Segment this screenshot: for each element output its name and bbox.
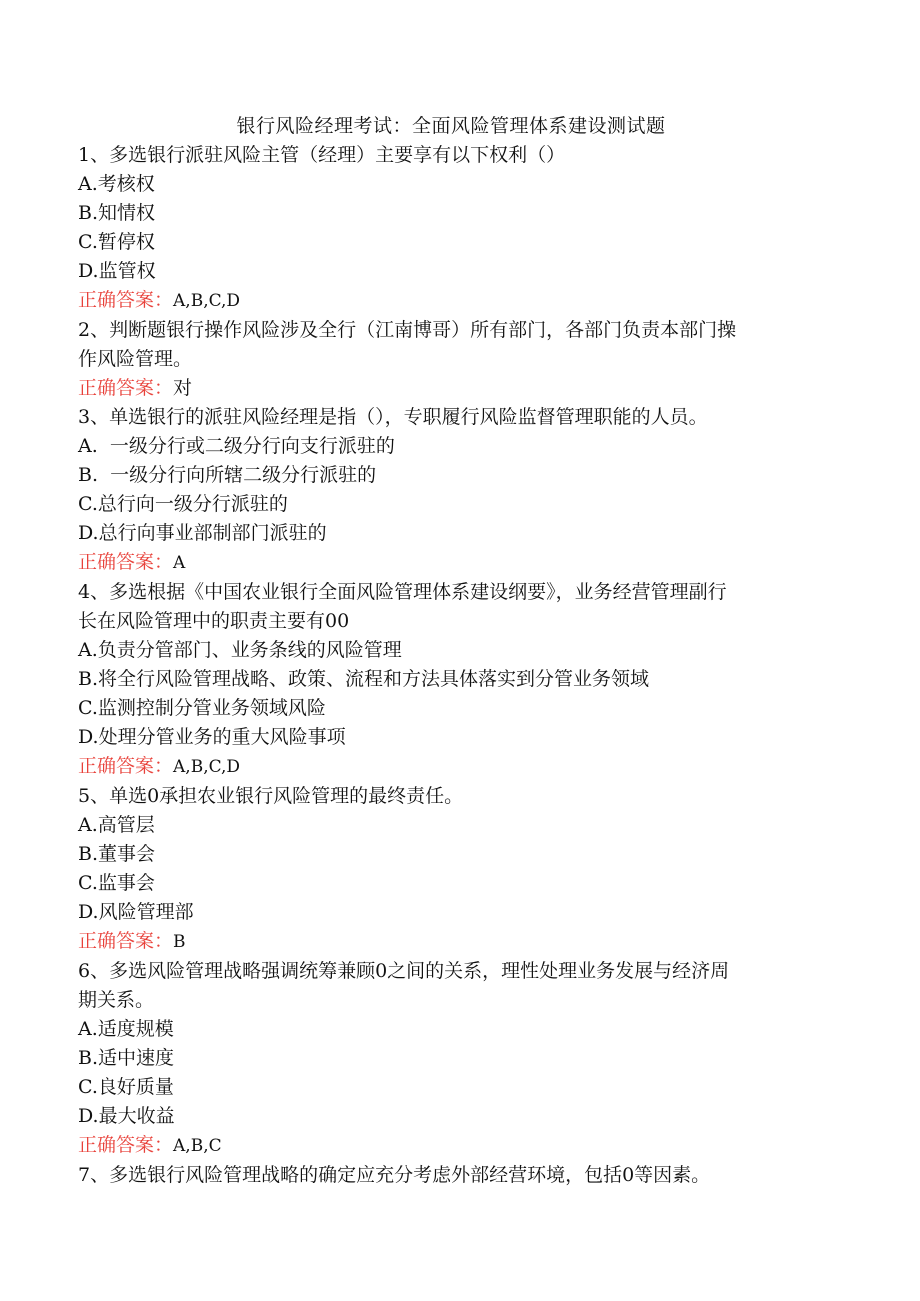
answer-label: 正确答案：	[78, 755, 174, 777]
option-d: D.监管权	[78, 260, 156, 282]
question-7	[78, 1161, 830, 1190]
option-b: B.知情权	[78, 202, 156, 224]
question-6	[78, 957, 830, 1161]
option-a: A.适度规模	[78, 1018, 174, 1040]
answer-label: 正确答案：	[78, 930, 174, 952]
answer-line	[78, 752, 830, 782]
question-1	[78, 141, 830, 316]
question-stem-continued: 期关系。	[78, 989, 155, 1011]
option-a: A.考核权	[78, 173, 155, 195]
answer-line	[78, 374, 830, 403]
option-c: C.良好质量	[78, 1076, 174, 1098]
question-stem: 2、判断题银行操作风险涉及全行（江南博哥）所有部门，各部门负责本部门操	[78, 319, 737, 341]
option-c: C.总行向一级分行派驻的	[78, 493, 288, 515]
question-5	[78, 782, 830, 957]
option-b: B.董事会	[78, 843, 156, 865]
question-stem: 3、单选银行的派驻风险经理是指（），专职履行风险监督管理职能的人员。	[78, 406, 708, 428]
answer-line	[78, 1131, 830, 1161]
option-b: B.适中速度	[78, 1047, 175, 1069]
answer-label: 正确答案：	[78, 377, 174, 399]
answer-label: 正确答案：	[78, 1134, 174, 1156]
document-title: 银行风险经理考试：全面风险管理体系建设测试题	[236, 115, 666, 137]
option-a: A. 一级分行或二级分行向支行派驻的	[78, 435, 395, 457]
question-stem: 1、多选银行派驻风险主管（经理）主要享有以下权利（）	[78, 144, 566, 166]
option-b: B. 一级分行向所辖二级分行派驻的	[78, 464, 377, 486]
question-stem: 5、单选0承担农业银行风险管理的最终责任。	[78, 785, 464, 807]
answer-label: 正确答案：	[78, 289, 174, 311]
answer-label: 正确答案：	[78, 551, 174, 573]
question-stem-continued: 作风险管理。	[78, 348, 193, 370]
question-4	[78, 578, 830, 782]
answer-line	[78, 286, 830, 316]
question-stem-continued: 长在风险管理中的职责主要有00	[78, 610, 350, 632]
option-c: C.监事会	[78, 872, 155, 894]
answer-line	[78, 927, 830, 957]
document-page	[78, 112, 830, 1190]
answer-value: A,B,C,D	[173, 757, 241, 777]
question-3	[78, 403, 830, 578]
question-stem: 6、多选风险管理战略强调统筹兼顾0之间的关系，理性处理业务发展与经济周	[78, 960, 730, 982]
question-2	[78, 316, 830, 403]
option-d: D.风险管理部	[78, 901, 194, 923]
answer-value: A	[173, 553, 186, 573]
answer-value: B	[173, 932, 186, 952]
option-a: A.高管层	[78, 814, 155, 836]
question-stem: 4、多选根据《中国农业银行全面风险管理体系建设纲要》，业务经营管理副行	[78, 581, 727, 603]
answer-value: A,B,C	[173, 1136, 222, 1156]
option-a: A.负责分管部门、业务条线的风险管理	[78, 639, 402, 661]
option-b: B.将全行风险管理战略、政策、流程和方法具体落实到分管业务领域	[78, 668, 650, 690]
option-d: D.最大收益	[78, 1105, 175, 1127]
option-d: D.处理分管业务的重大风险事项	[78, 726, 346, 748]
option-c: C.暂停权	[78, 231, 155, 253]
option-c: C.监测控制分管业务领域风险	[78, 697, 326, 719]
question-stem: 7、多选银行风险管理战略的确定应充分考虑外部经营环境，包括0等因素。	[78, 1164, 711, 1186]
answer-line	[78, 548, 830, 578]
option-d: D.总行向事业部制部门派驻的	[78, 522, 327, 544]
answer-value: A,B,C,D	[173, 291, 241, 311]
answer-value: 对	[173, 377, 193, 399]
